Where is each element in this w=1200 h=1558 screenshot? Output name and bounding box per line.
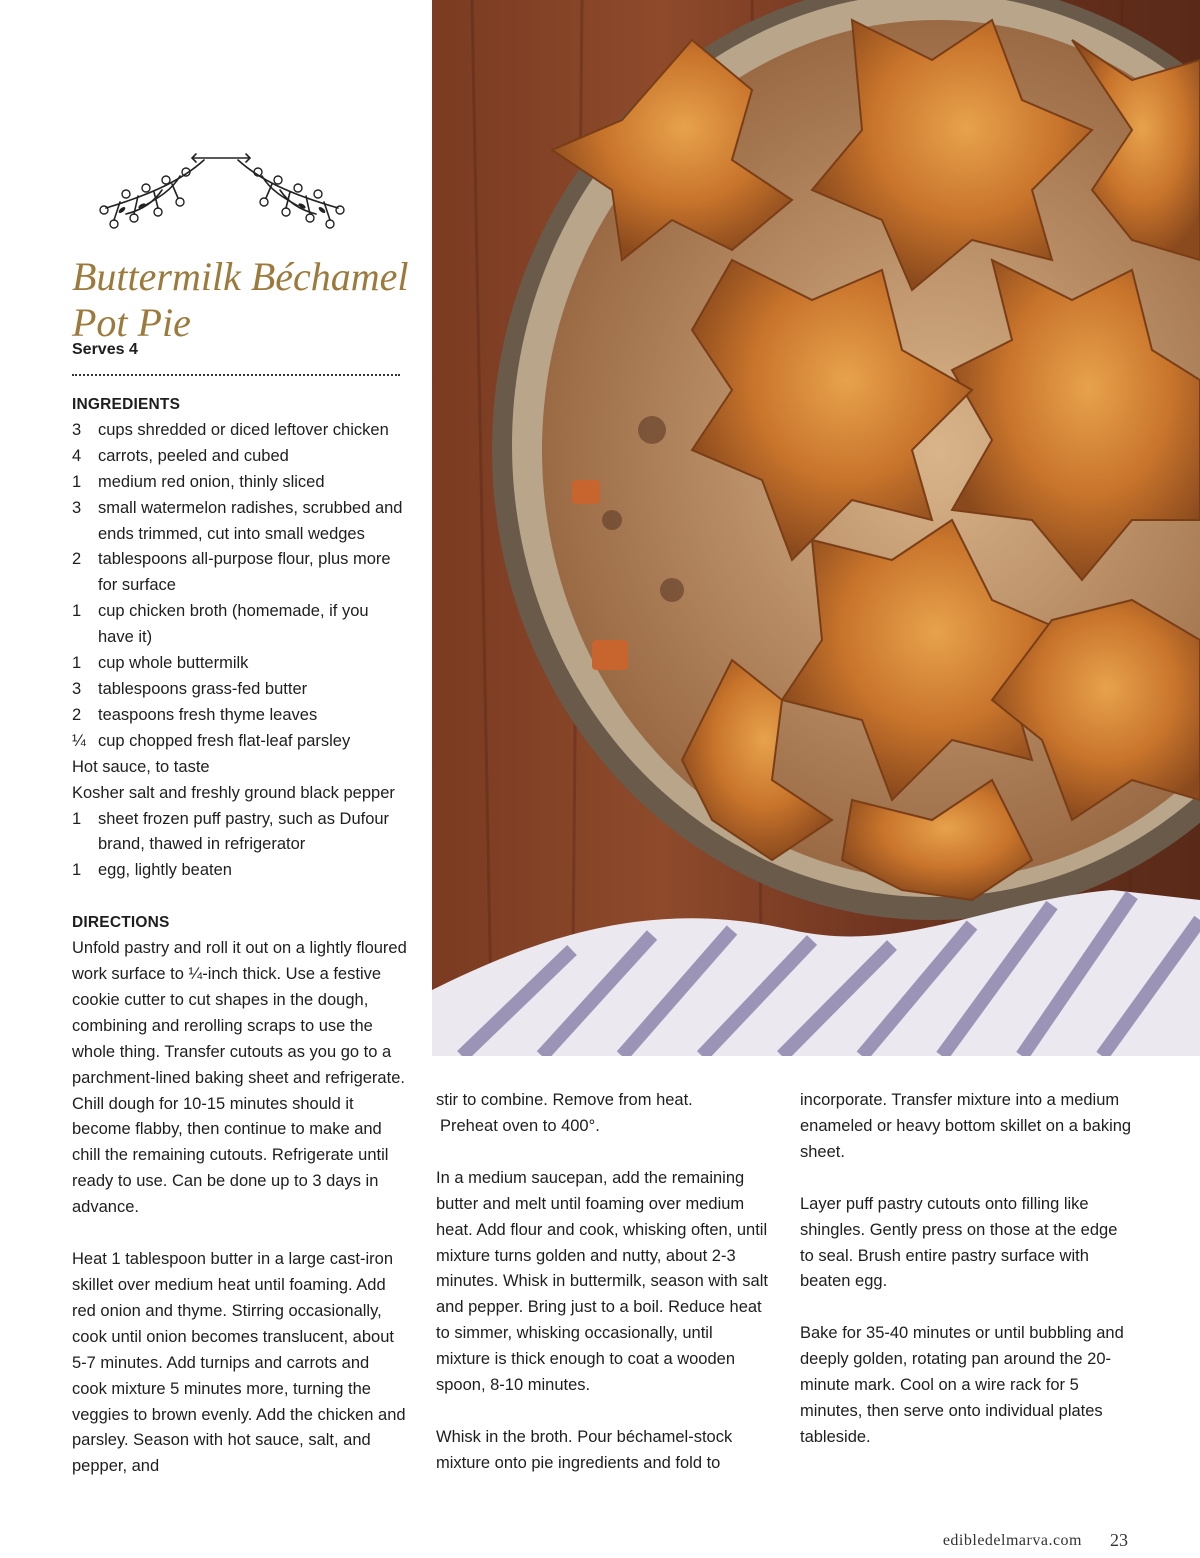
direction-paragraph: Preheat oven to 400°. xyxy=(440,1116,600,1135)
direction-paragraph: Heat 1 tablespoon butter in a large cast-iron skillet over medium heat until foaming. Add red onion and thyme. Stirring occasionally, cook until onion becomes translucent, about 5-7 minutes. Add turnips and carrots and cook mixture 5 minutes more, turning the veggies to brown evenly. Add the chicken and parsley. Season with hot sauce, salt, and pepper, and xyxy=(72,1250,406,1476)
direction-paragraph: Bake for 35-40 minutes or until bubbling and deeply golden, rotating pan around the 20-minute mark. Cool on a wire rack for 5 minutes, then serve onto individual plates tableside. xyxy=(800,1324,1124,1446)
directions-column-2 xyxy=(436,1088,771,1477)
directions-heading: DIRECTIONS xyxy=(72,914,170,932)
serves-label: Serves 4 xyxy=(72,341,138,358)
ingredient-item xyxy=(72,755,407,781)
ingredient-text: sheet frozen puff pastry, such as Dufour brand, thawed in refrigerator xyxy=(98,809,390,854)
ingredient-text: small watermelon radishes, scrubbed and ends trimmed, cut into small wedges xyxy=(98,498,403,543)
ingredient-text: tablespoons all-purpose flour, plus more for surface xyxy=(98,550,391,595)
direction-paragraph: Whisk in the broth. Pour béchamel-stock mixture onto pie ingredients and fold to xyxy=(436,1427,733,1472)
ingredient-text: egg, lightly beaten xyxy=(98,861,232,880)
ingredient-qty: 2 xyxy=(72,550,82,569)
ingredient-item xyxy=(72,807,407,859)
ingredients-heading: INGREDIENTS xyxy=(72,396,181,413)
ingredient-text: cups shredded or diced leftover chicken xyxy=(98,420,389,439)
direction-paragraph: stir to combine. Remove from heat. xyxy=(436,1091,693,1109)
ingredients-list xyxy=(72,418,407,884)
ingredient-qty: 3 xyxy=(72,420,82,439)
ingredient-text: cup whole buttermilk xyxy=(98,654,249,673)
recipe-title: Buttermilk Béchamel Pot Pie xyxy=(72,254,409,345)
ingredient-qty: ¼ xyxy=(72,731,86,750)
ingredient-item xyxy=(72,444,407,470)
directions-column-3 xyxy=(800,1088,1135,1451)
ingredient-text: cup chopped fresh flat-leaf parsley xyxy=(98,731,351,750)
direction-paragraph: Layer puff pastry cutouts onto filling like shingles. Gently press on those at the edge to seal. Brush entire pastry surface with beaten egg. xyxy=(800,1194,1118,1291)
ingredient-qty: 1 xyxy=(72,472,82,491)
direction-paragraph: incorporate. Transfer mixture into a medium enameled or heavy bottom skillet on a baking sheet. xyxy=(800,1091,1132,1161)
ingredient-text: teaspoons fresh thyme leaves xyxy=(98,705,318,724)
ingredient-text: cup chicken broth (homemade, if you have it) xyxy=(98,602,369,647)
ingredient-item xyxy=(72,677,407,703)
ingredient-item xyxy=(72,781,407,807)
dotted-divider xyxy=(72,374,400,376)
ingredient-text: tablespoons grass-fed butter xyxy=(98,679,308,698)
pot-pie-photo xyxy=(432,0,1200,1056)
ingredient-item xyxy=(72,599,407,651)
ingredient-item xyxy=(72,729,407,755)
footer-website: edibledelmarva.com xyxy=(942,1532,1082,1549)
ingredient-text: Kosher salt and freshly ground black pepper xyxy=(72,783,395,802)
ingredient-item xyxy=(72,547,407,599)
ingredient-qty: 4 xyxy=(72,446,82,465)
ingredient-qty: 1 xyxy=(72,654,82,673)
ingredient-item xyxy=(72,651,407,677)
ingredient-item xyxy=(72,496,407,548)
ingredient-qty: 2 xyxy=(72,705,82,724)
page-number: 23 xyxy=(1110,1530,1128,1550)
ingredient-text: Hot sauce, to taste xyxy=(72,757,210,776)
ingredient-qty: 1 xyxy=(72,861,82,880)
direction-paragraph: In a medium saucepan, add the remaining butter and melt until foaming over medium heat. Add flour and cook, whisking often, until mixture turns golden and nutty, about 2-3 minutes. Whisk in buttermilk, season with salt and pepper. Bring just to a boil. Reduce heat to simmer, whisking occasionally, until mixture is thick enough to coat a wooden spoon, 8-10 minutes. xyxy=(436,1168,768,1395)
ingredient-item xyxy=(72,703,407,729)
ingredient-item xyxy=(72,858,407,884)
ingredient-qty: 3 xyxy=(72,498,82,517)
direction-paragraph: Unfold pastry and roll it out on a lightly floured work surface to ¼-inch thick. Use a festive cookie cutter to cut shapes in the dough, combining and rerolling scraps to use the whole thing. Transfer cutouts as you go to a parchment-lined baking sheet and refrigerate. Chill dough for 10-15 minutes should it become flabby, then continue to make and chill the remaining cutouts. Refrigerate until ready to use. Can be done up to 3 days in advance. xyxy=(72,939,407,1217)
ingredient-item xyxy=(72,418,407,444)
ingredient-item xyxy=(72,470,407,496)
ingredient-text: medium red onion, thinly sliced xyxy=(98,472,325,491)
ingredient-qty: 1 xyxy=(72,602,82,621)
ingredient-qty: 1 xyxy=(72,809,82,828)
left-column xyxy=(72,392,407,1480)
botanical-ornament-icon xyxy=(92,150,352,240)
ingredient-qty: 3 xyxy=(72,679,82,698)
ingredient-text: carrots, peeled and cubed xyxy=(98,446,289,465)
